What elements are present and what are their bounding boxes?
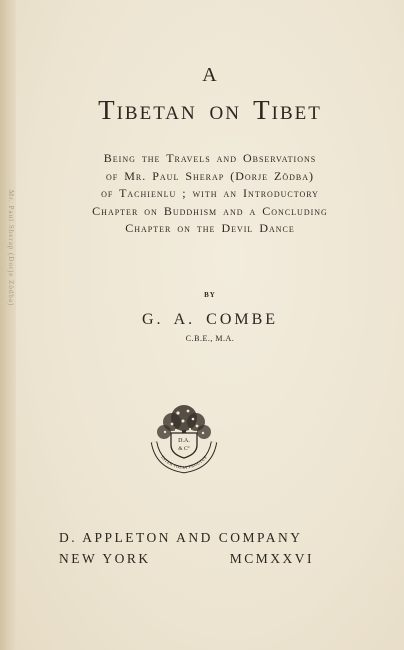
imprint-block bbox=[59, 527, 314, 569]
seal-initials-bottom: & C° bbox=[178, 446, 190, 452]
publisher-seal-icon bbox=[150, 402, 218, 474]
title-page bbox=[16, 0, 404, 650]
subtitle-block bbox=[16, 150, 404, 238]
imprint-place-date bbox=[59, 548, 314, 569]
subtitle-line: of Mr. Paul Sherap (Dorje Zödba) bbox=[105, 168, 315, 183]
imprint-publisher bbox=[59, 527, 314, 548]
publisher-name: D. APPLETON AND COMPANY bbox=[59, 530, 303, 545]
author-credentials: C.B.E., M.A. bbox=[185, 334, 235, 343]
subtitle-line: Chapter on Buddhism and a Concluding bbox=[92, 203, 328, 218]
subtitle-line: Being the Travels and Observations bbox=[103, 151, 317, 165]
publisher-city: NEW YORK bbox=[59, 551, 151, 566]
subtitle-line: of Tachienlu ; with an Introductory bbox=[101, 186, 319, 200]
subtitle-line: Chapter on the Devil Dance bbox=[125, 221, 295, 235]
book-title: Tibetan on Tibet bbox=[98, 95, 322, 125]
spine-bleedthrough-text: Mr. Paul Sherap (Dorje Zödba) bbox=[7, 190, 15, 307]
by-line: BY bbox=[204, 291, 216, 299]
publication-year: MCMXXVI bbox=[229, 551, 314, 566]
author-name: G. A. COMBE bbox=[141, 311, 279, 328]
book-gutter bbox=[0, 0, 17, 650]
title-article: A bbox=[202, 64, 218, 86]
seal-initials-top: D.A. bbox=[178, 438, 190, 444]
seal-motto: INTER FOLIA FRUCTUS bbox=[160, 454, 208, 471]
